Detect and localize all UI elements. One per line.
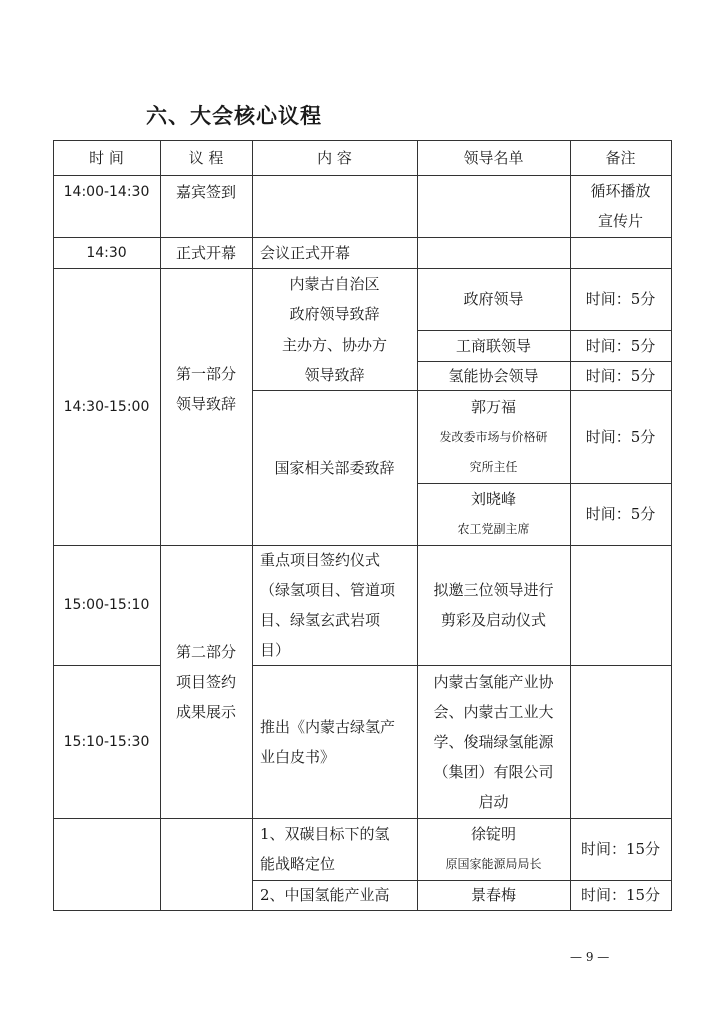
part1-leader-5: 刘晓峰 农工党副主席 [457,490,530,536]
part2-time-b: 15:10-15:30 [63,733,150,750]
part2-leader-b: 内蒙古氢能产业协 会、内蒙古工业大 学、俊瑞绿氢能源 （集团）有限公司 启动 [433,672,554,811]
part3-content-1: 1、双碳目标下的氢 能战略定位 [260,825,390,873]
part1-leader-4: 郭万福 发改委市场与价格研 究所主任 [439,397,548,474]
part1-leader-3: 氢能协会领导 [448,366,539,385]
row1-time: 14:00-14:30 [63,184,150,200]
part2-content-a: 重点项目签约仪式 （绿氢项目、管道项 目、绿氢玄武岩项 目） [260,551,396,659]
part1-leader-2: 工商联领导 [455,336,531,355]
header-agenda: 议 程 [188,148,224,167]
part1-content-1: 内蒙古自治区 政府领导致辞 [289,275,380,323]
row1-agenda: 嘉宾签到 [175,183,236,201]
part1-note-4: 时间：5分 [585,427,656,446]
row2-content: 会议正式开幕 [260,243,351,262]
part2-leader-a: 拟邀三位领导进行 剪彩及启动仪式 [433,581,554,629]
row2-agenda: 正式开幕 [175,243,236,262]
part3-content-2: 2、中国氢能产业高 [260,886,390,904]
part3-note-2: 时间：15分 [580,886,661,904]
part3-note-1: 时间：15分 [580,840,661,858]
part1-note-3: 时间：5分 [585,366,656,385]
header-notes: 备注 [605,148,636,167]
page-number: — 9 — [570,950,610,964]
header-content: 内 容 [317,148,352,167]
part1-note-1: 时间：5分 [585,290,656,308]
part3-leader-2: 景春梅 [470,886,516,904]
part2-agenda: 第二部分 项目签约 成果展示 [175,642,236,721]
part1-note-2: 时间：5分 [585,336,656,355]
section-title: 六、大会核心议程 [146,104,322,128]
part1-content-2: 主办方、协办方 领导致辞 [281,336,387,384]
header-leaders: 领导名单 [463,148,524,167]
part2-time-a: 15:00-15:10 [63,597,150,613]
part2-content-b: 推出《内蒙古绿氢产 业白皮书》 [260,717,396,766]
part1-leader-1: 政府领导 [463,290,524,308]
part1-agenda: 第一部分 领导致辞 [175,365,236,413]
row2-time: 14:30 [86,244,127,261]
part1-content-3: 国家相关部委致辞 [274,458,395,477]
part3-leader-1: 徐锭明 原国家能源局局长 [445,825,542,871]
row1-notes: 循环播放 宣传片 [590,182,651,230]
part1-note-5: 时间：5分 [585,505,656,523]
header-time: 时 间 [89,148,124,167]
part1-time: 14:30-15:00 [63,398,150,415]
